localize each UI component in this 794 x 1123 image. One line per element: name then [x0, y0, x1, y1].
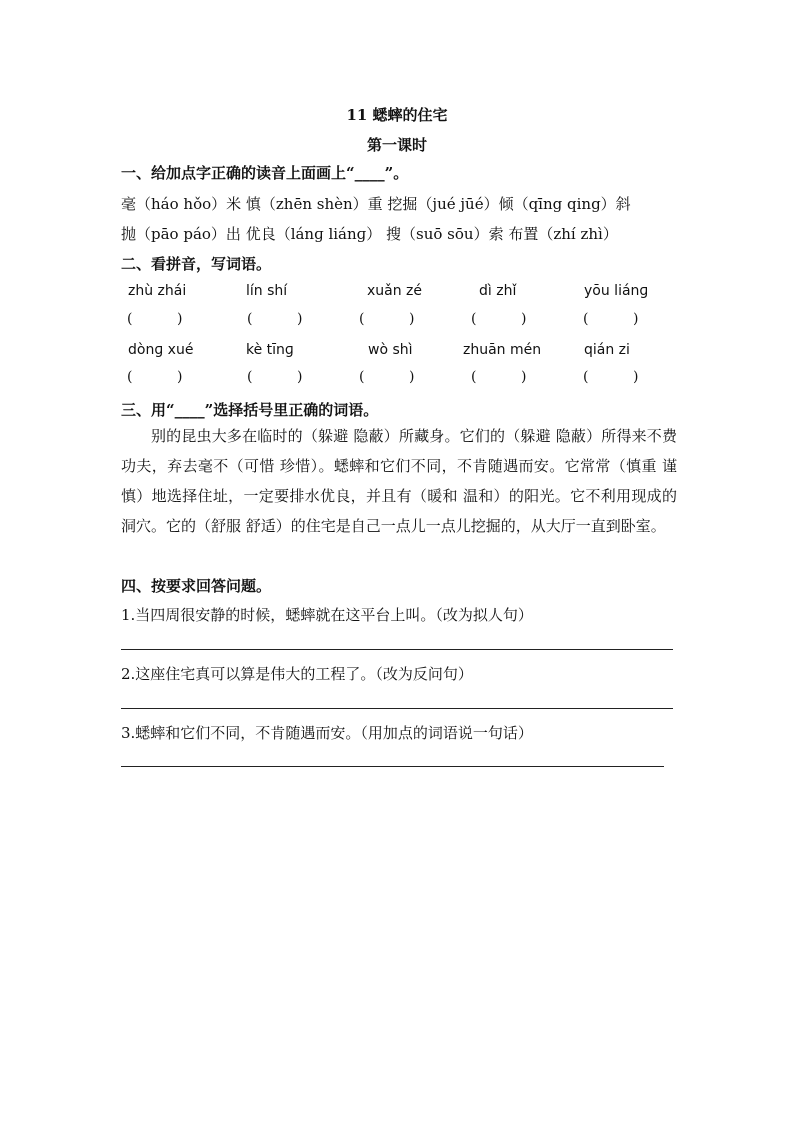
passage-text: 别的昆虫大多在临时的（躲避 隐蔽）所藏身。它们的（躲避 隐蔽）所得来不费功夫，弃去毫不（可惜 珍惜）。蟋蟀和它们不同，不肯随遇而安。它常常（慎重 谨慎）地选择住址，一定要排水优良，并且有（暖和 温和）的阳光。它不利用现成的洞穴。它的（舒服 舒适）的住宅是自己一点儿一点儿挖掘的，从大厅一直到卧室。	[121, 427, 677, 535]
answer-line-3[interactable]	[121, 766, 664, 767]
answer-line-2[interactable]	[121, 708, 673, 709]
question-2: 2.这座住宅真可以算是伟大的工程了。（改为反问句）	[121, 665, 473, 683]
answer-blank[interactable]: ( )	[583, 369, 639, 385]
answer-line-1[interactable]	[121, 649, 673, 650]
pinyin-item: xuǎn zé	[367, 283, 423, 299]
lesson-title: 11 蟋蟀的住宅	[346, 106, 448, 124]
answer-blank[interactable]: ( )	[471, 311, 527, 327]
answer-blank[interactable]: ( )	[247, 369, 303, 385]
answer-blank[interactable]: ( )	[471, 369, 527, 385]
answer-blank[interactable]: ( )	[359, 311, 415, 327]
answer-blank[interactable]: ( )	[583, 311, 639, 327]
section1-line-1: 毫（háo hǒo）米 慎（zhēn shèn）重 挖掘（jué jūé）倾（qīng qing）斜	[121, 195, 631, 213]
pinyin-item: yōu liánɡ	[584, 283, 649, 299]
pinyin-item: dì zhǐ	[479, 283, 517, 299]
pinyin-item: lín shí	[246, 283, 288, 299]
section4-heading: 四、按要求回答问题。	[121, 577, 272, 595]
section3-heading: 三、用“____”选择括号里正确的词语。	[121, 401, 379, 419]
answer-blank[interactable]: ( )	[127, 311, 183, 327]
pinyin-item: qián zi	[584, 342, 630, 358]
pinyin-item: zhuān mén	[463, 342, 542, 358]
pinyin-item: zhù zhái	[128, 283, 187, 299]
answer-blank[interactable]: ( )	[247, 311, 303, 327]
section1-line-2: 抛（pāo páo）出 优良（lánɡ liánɡ） 搜（suō sōu）索 布置（zhí zhì）	[121, 225, 618, 243]
answer-blank[interactable]: ( )	[359, 369, 415, 385]
question-3: 3.蟋蟀和它们不同，不肯随遇而安。（用加点的词语说一句话）	[121, 724, 533, 742]
pinyin-item: wò shì	[368, 342, 413, 358]
answer-blank[interactable]: ( )	[127, 369, 183, 385]
section1-heading: 一、给加点字正确的读音上面画上“____”。	[121, 164, 409, 182]
pinyin-item: dònɡ xué	[128, 342, 194, 358]
lesson-subtitle: 第一课时	[366, 136, 427, 154]
pinyin-item: kè tīnɡ	[246, 342, 294, 358]
section3-passage	[121, 421, 677, 541]
question-1: 1.当四周很安静的时候，蟋蟀就在这平台上叫。（改为拟人句）	[121, 606, 533, 624]
section2-heading: 二、看拼音，写词语。	[121, 255, 272, 273]
